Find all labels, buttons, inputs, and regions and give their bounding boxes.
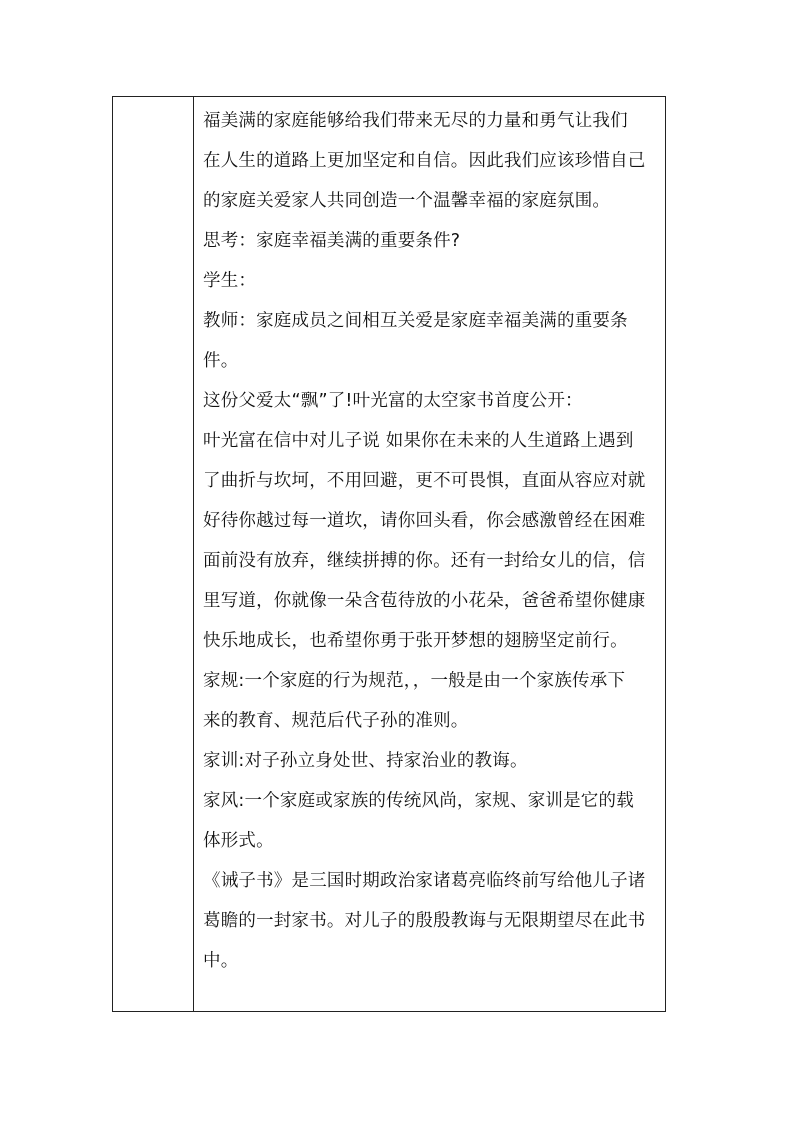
- text-line: 面前没有放弃，继续拼搏的你。还有一封给女儿的信，信: [203, 551, 646, 571]
- text-line: 家规:一个家庭的行为规范，，一般是由一个家族传承下: [203, 671, 626, 691]
- text-line: 思考：家庭幸福美满的重要条件?: [203, 231, 461, 251]
- table-text-cell: [194, 97, 665, 1011]
- text-line: 了曲折与坎坷，不用回避，更不可畏惧，直面从容应对就: [203, 471, 646, 491]
- text-line: 《诫子书》是三国时期政治家诸葛亮临终前写给他儿子诸: [203, 871, 646, 891]
- text-line: 在人生的道路上更加坚定和自信。因此我们应该珍惜自己: [203, 151, 646, 171]
- text-line: 件。: [203, 351, 239, 371]
- text-line: 叶光富在信中对儿子说 如果你在未来的人生道路上遇到: [203, 431, 634, 451]
- text-line: 好待你越过每一道坎，请你回头看，你会感激曾经在困难: [203, 511, 646, 531]
- text-line: 学生：: [203, 271, 257, 291]
- table-left-cell: [113, 97, 194, 1011]
- text-line: 体形式。: [203, 831, 274, 851]
- text-line: 的家庭关爱家人共同创造一个温馨幸福的家庭氛围。: [203, 191, 611, 211]
- text-line: 这份父爱太“飘”了!叶光富的太空家书首度公开：: [203, 391, 583, 411]
- text-line: 快乐地成长，也希望你勇于张开梦想的翅膀坚定前行。: [203, 631, 628, 651]
- text-line: 家风:一个家庭或家族的传统风尚，家规、家训是它的载: [203, 791, 634, 811]
- text-line: 来的教育、规范后代子孙的准则。: [203, 711, 469, 731]
- text-line: 里写道，你就像一朵含苞待放的小花朵，爸爸希望你健康: [203, 591, 646, 611]
- content-table: [112, 96, 666, 1012]
- text-line: 中。: [203, 951, 239, 971]
- text-line: 葛瞻的一封家书。对儿子的殷殷教诲与无限期望尽在此书: [203, 911, 646, 931]
- text-line: 教师：家庭成员之间相互关爱是家庭幸福美满的重要条: [203, 311, 628, 331]
- text-line: 福美满的家庭能够给我们带来无尽的力量和勇气让我们: [203, 111, 628, 131]
- text-line: 家训:对子孙立身处世、持家治业的教诲。: [203, 751, 528, 771]
